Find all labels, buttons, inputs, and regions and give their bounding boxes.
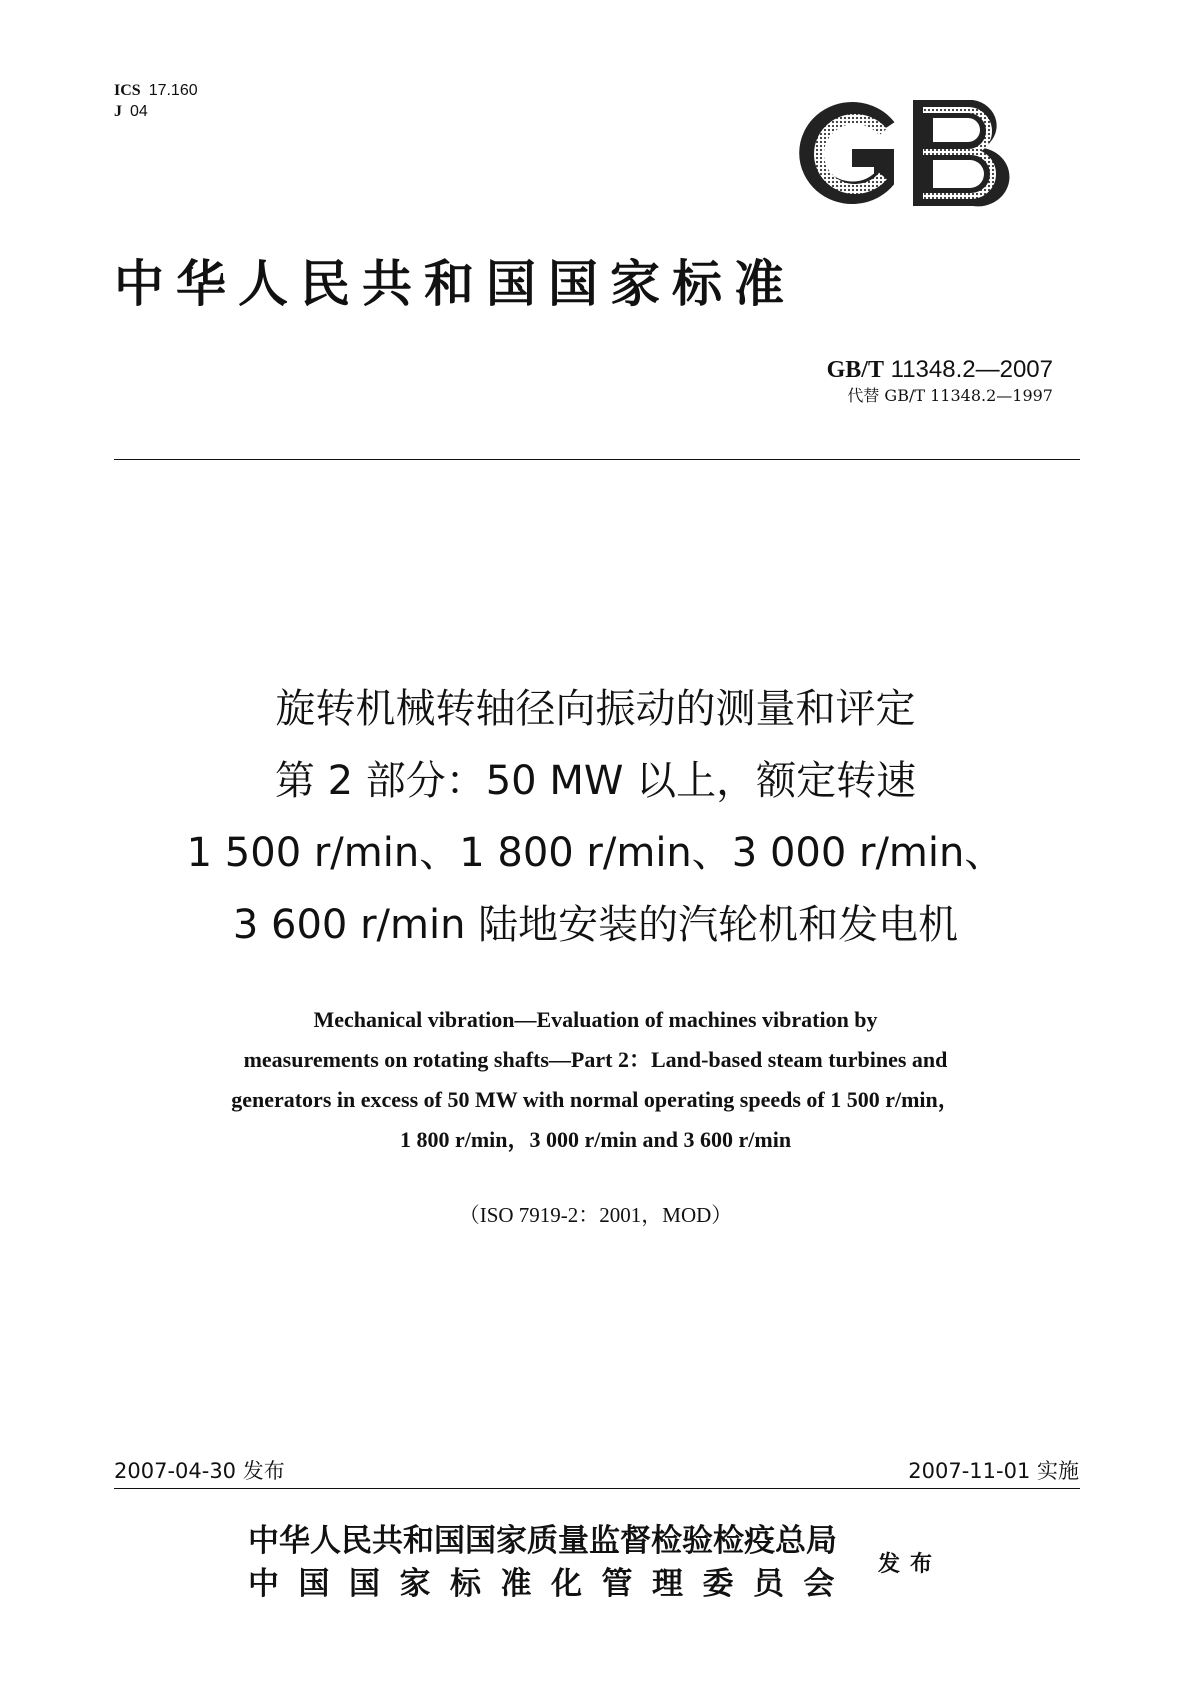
english-title-line: 1 800 r/min，3 000 r/min and 3 600 r/min [399, 1127, 792, 1152]
ics-code: ICS 17.160 [114, 82, 198, 99]
logo-text: GB [898, 92, 900, 93]
issuer-sac: 中国国家标准化管理委员会 [248, 1566, 854, 1602]
chinese-title-line: 1 500 r/min、1 800 r/min、3 000 r/min、 [186, 830, 1005, 876]
national-standard-title: 中华人民共和国国家标准 [114, 254, 796, 313]
classification-codes [114, 80, 198, 122]
english-title-line: generators in excess of 50 MW with normal operating speeds of 1 500 r/min， [231, 1087, 960, 1112]
chinese-title [80, 673, 1111, 961]
chinese-title-line: 旋转机械转轴径向振动的测量和评定 [275, 686, 916, 732]
standard-number: GB/T 11348.2—2007 [826, 356, 1053, 383]
chinese-title-line: 第 2 部分：50 MW 以上，额定转速 [274, 758, 917, 804]
issue-label: 发布 [878, 1552, 943, 1577]
ccs-code: J 04 [114, 103, 148, 120]
publish-date: 2007-04-30 发布 [114, 1459, 285, 1483]
footer-divider [114, 1488, 1080, 1489]
header-divider [114, 459, 1080, 460]
issuer-aqsiq: 中华人民共和国国家质量监督检验检疫总局 [248, 1523, 837, 1559]
gb-logo [783, 92, 1013, 214]
replaces-standard: 代替 GB/T 11348.2—1997 [847, 386, 1053, 405]
iso-reference: （ISO 7919-2：2001，MOD） [458, 1203, 733, 1227]
effective-date: 2007-11-01 实施 [908, 1459, 1079, 1483]
english-title-line: measurements on rotating shafts—Part 2：Land-based steam turbines and [243, 1047, 948, 1072]
english-title [80, 1000, 1111, 1160]
chinese-title-line: 3 600 r/min 陆地安装的汽轮机和发电机 [232, 902, 959, 948]
english-title-line: Mechanical vibration—Evaluation of machines vibration by [313, 1007, 878, 1032]
